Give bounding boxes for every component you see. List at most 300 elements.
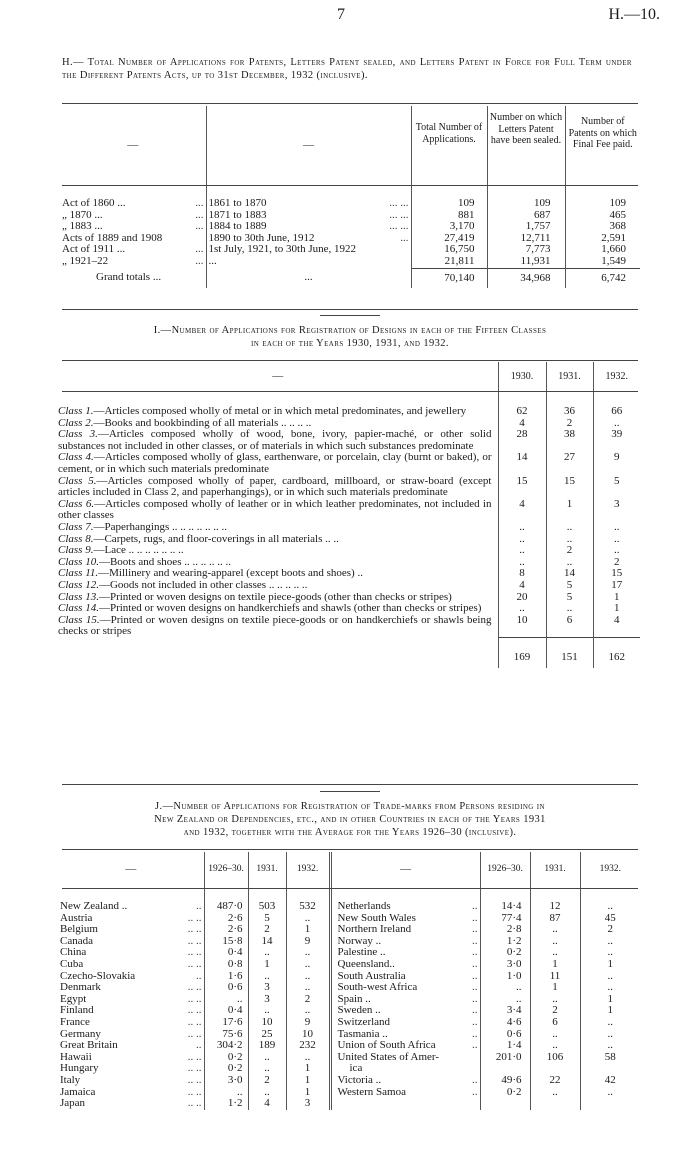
header-1932: 1932.: [593, 362, 640, 392]
grand-totals-row: [60, 268, 640, 288]
avg-1926-30: ..: [480, 982, 530, 994]
value-1931: 2: [248, 1075, 286, 1087]
avg-1926-30: 1·2: [480, 936, 530, 948]
design-class-row: [58, 429, 640, 452]
section-h-bottom-rule: [62, 309, 638, 310]
grand-totals-period: ...: [206, 268, 411, 288]
value-1932: 9: [286, 936, 330, 948]
final-fee-paid: 1,549: [565, 256, 640, 268]
value-1930: 4: [498, 499, 546, 522]
avg-1926-30: [480, 1098, 530, 1110]
value-1931: 6: [546, 615, 593, 638]
header-1932-left: 1932.: [286, 852, 330, 888]
class-description: —Articles composed wholly of glass, earthenware, or porcelain, clay (burnt or baked), or cement, or in which such materials predominate: [58, 451, 492, 475]
avg-1926-30: 0·4: [204, 1005, 248, 1017]
avg-1926-30: 3·4: [480, 1005, 530, 1017]
value-1931: 2: [530, 1005, 580, 1017]
section-i-title-line-1: I.—Number of Applications for Registration of Designs in each of the Fifteen Classes: [153, 325, 547, 336]
country-name: France: [60, 1015, 90, 1028]
patents-table-header: [60, 106, 640, 186]
country-name: United States of Amer-: [337, 1050, 440, 1063]
header-total-applications: Total Number of Applications.: [411, 106, 487, 186]
leader-dots: .. ..: [187, 1050, 202, 1063]
act-cell: [60, 256, 206, 268]
value-1931: ..: [530, 1087, 580, 1099]
avg-1926-30: 75·6: [204, 1029, 248, 1041]
leader-dots: ..: [472, 1039, 478, 1052]
avg-1926-30: ..: [204, 994, 248, 1006]
value-1932: 232: [286, 1040, 330, 1052]
country-name: Germany: [60, 1027, 101, 1040]
value-1931: 36: [546, 406, 593, 418]
letters-sealed: 12,711: [487, 233, 565, 245]
total-1931: 151: [546, 638, 593, 668]
avg-1926-30: 77·4: [480, 913, 530, 925]
total-1932: 162: [593, 638, 640, 668]
value-1932: 1: [580, 994, 640, 1006]
value-1932: 2: [286, 994, 330, 1006]
header-blank-left: —: [125, 863, 137, 876]
class-label: Class 3.: [58, 428, 98, 441]
value-1931: 22: [530, 1075, 580, 1087]
header-letters-sealed: Number on which Letters Patent have been sealed.: [487, 106, 565, 186]
avg-1926-30: 1·0: [480, 971, 530, 983]
value-1932: ..: [593, 418, 640, 430]
avg-1926-30: 1·2: [204, 1098, 248, 1110]
value-1932: 39: [593, 429, 640, 452]
section-i-title-line-2: in each of the Years 1930, 1931, and 1932.: [251, 338, 449, 349]
value-1932: 42: [580, 1075, 640, 1087]
value-1932: 3: [286, 1098, 330, 1110]
header-blank: —: [127, 139, 139, 152]
value-1932: ..: [593, 522, 640, 534]
value-1931: 106: [530, 1052, 580, 1064]
value-1930: 15: [498, 476, 546, 499]
value-1932: 1: [286, 1075, 330, 1087]
class-label: Class 11.: [58, 567, 99, 580]
country-name: Victoria ..: [337, 1073, 382, 1086]
value-1931: 6: [530, 1017, 580, 1029]
patents-row: [60, 256, 640, 268]
value-1932: 66: [593, 406, 640, 418]
class-description: —Printed or woven designs on textile piece-goods (other than checks or stripes): [98, 590, 452, 603]
value-1931: ..: [546, 522, 593, 534]
country-name: Norway ..: [337, 934, 382, 947]
header-1932-right: 1932.: [580, 852, 640, 888]
class-description: —Articles composed wholly of leather or in which leather predominates, not included in other classes: [58, 497, 492, 522]
act-name: Act of 1860 ...: [62, 197, 126, 209]
leader-dots: ..: [472, 911, 478, 924]
class-description-cell: [58, 499, 498, 522]
period: 1871 to 1883: [208, 208, 267, 221]
value-1930: ..: [498, 603, 546, 615]
value-1932: 1: [286, 1063, 330, 1075]
header-1931-left: 1931.: [248, 852, 286, 888]
value-1932: [580, 1098, 640, 1110]
document-reference: H.—10.: [608, 6, 660, 23]
value-1932: ..: [593, 534, 640, 546]
patents-row: [60, 244, 640, 256]
value-1931: ..: [248, 1063, 286, 1075]
class-label: Class 4.: [58, 451, 94, 464]
section-j-header-rule: [62, 888, 638, 889]
section-divider: [320, 791, 380, 792]
leader-dots: ..: [472, 1085, 478, 1098]
value-1930: ..: [498, 545, 546, 557]
value-1932: ..: [580, 936, 640, 948]
class-label: Class 9.: [58, 544, 94, 557]
avg-1926-30: 0·4: [204, 947, 248, 959]
header-1931-right: 1931.: [530, 852, 580, 888]
avg-1926-30: 2·8: [480, 924, 530, 936]
letters-sealed: 7,773: [487, 244, 565, 256]
country-name: Palestine ..: [337, 946, 386, 959]
leader-dots: .. ..: [187, 957, 202, 970]
country-cell-left: [58, 1098, 204, 1110]
header-avg-left: 1926–30.: [204, 852, 248, 888]
class-label: Class 1.: [58, 405, 94, 417]
section-j-title-line-1: J.—Number of Applications for Registration of Trade-marks from Persons residing in: [155, 801, 545, 812]
class-description: —Carpets, rugs, and floor-coverings in all materials .. ..: [93, 532, 339, 545]
avg-1926-30: 4·6: [480, 1017, 530, 1029]
value-1931: 5: [248, 913, 286, 925]
country-name: Great Britain: [60, 1039, 118, 1052]
country-name: Tasmania ..: [337, 1027, 388, 1040]
value-1930: 4: [498, 418, 546, 430]
design-class-row: [58, 452, 640, 475]
section-j-title-line-2: New Zealand or Dependencies, etc., and in other Countries in each of the Years 1931: [154, 814, 546, 825]
value-1931: 2: [248, 924, 286, 936]
country-cell-right: [330, 1098, 480, 1110]
grand-totals-label: Grand totals ...: [96, 271, 162, 284]
value-1930: ..: [498, 534, 546, 546]
value-1931: 1: [530, 959, 580, 971]
avg-1926-30: 1·4: [480, 1040, 530, 1052]
value-1932: ..: [286, 971, 330, 983]
value-1932: 1: [593, 592, 640, 604]
leader-dots: .. ..: [187, 1027, 202, 1040]
value-1932: ..: [286, 982, 330, 994]
section-h-top-rule: [62, 103, 638, 104]
country-cell-right: [330, 1087, 480, 1099]
class-description: —Books and bookbinding of all materials .. .. .. ..: [93, 416, 312, 429]
designs-table: [58, 362, 640, 668]
value-1932: 2: [593, 557, 640, 569]
class-description-cell: [58, 615, 498, 638]
designs-table-header: [58, 362, 640, 392]
avg-1926-30: 0·8: [204, 959, 248, 971]
value-1932: 17: [593, 580, 640, 592]
country-name: Sweden ..: [337, 1004, 381, 1017]
avg-1926-30: 201·0: [480, 1052, 530, 1064]
class-label: Class 15.: [58, 613, 100, 626]
leader-dots: ..: [472, 1004, 478, 1017]
value-1931: ..: [248, 1052, 286, 1064]
country-name: Denmark: [60, 981, 101, 994]
class-description: —Articles composed wholly of wood, bone, ivory, papier-maché, or other solid substances not included in other classes, or of materials in which such substances predominate: [58, 428, 492, 452]
value-1930: ..: [498, 522, 546, 534]
value-1931: 10: [248, 1017, 286, 1029]
trademark-row: [58, 1087, 640, 1099]
value-1930: 10: [498, 615, 546, 638]
value-1931: 87: [530, 913, 580, 925]
class-label: Class 8.: [58, 532, 94, 545]
header-1931: 1931.: [546, 362, 593, 392]
value-1932: ..: [580, 1017, 640, 1029]
leader-dots: ..: [472, 992, 478, 1005]
value-1932: 2: [580, 924, 640, 936]
section-j-title-line-3: and 1932, together with the Average for the Years 1926–30 (inclusive).: [183, 827, 517, 838]
leader-dots: ..: [196, 969, 202, 982]
value-1931: ..: [546, 557, 593, 569]
leader-dots: ...: [195, 254, 204, 267]
country-name: New Zealand ..: [60, 900, 128, 912]
avg-1926-30: 0·2: [480, 947, 530, 959]
class-description: —Boots and shoes .. .. .. .. .. ..: [98, 555, 231, 568]
final-fee-paid: 1,660: [565, 244, 640, 256]
value-1932: 1: [580, 959, 640, 971]
country-name: Union of South Africa: [337, 1039, 436, 1052]
class-description: —Articles composed wholly of paper, cardboard, millboard, or straw-board (except articles included in Class 2, and paperhangings), or in which such materials predominate: [58, 474, 492, 499]
value-1931: 2: [546, 545, 593, 557]
value-1930: 20: [498, 592, 546, 604]
value-1932: ..: [580, 971, 640, 983]
class-description: —Articles composed wholly of metal or in which metal predominates, and jewellery: [93, 405, 467, 417]
value-1932: 3: [593, 499, 640, 522]
leader-dots: .. ..: [187, 1015, 202, 1028]
value-1932: 9: [286, 1017, 330, 1029]
avg-1926-30: 17·6: [204, 1017, 248, 1029]
value-1931: 503: [248, 901, 286, 913]
value-1931: 1: [546, 499, 593, 522]
value-1932: 5: [593, 476, 640, 499]
total-applications: 27,419: [411, 233, 487, 245]
leader-dots: ..: [472, 981, 478, 994]
class-description: —Goods not included in other classes .. .. .. .. ..: [98, 578, 308, 591]
avg-1926-30: 0·6: [204, 982, 248, 994]
patents-table: [60, 106, 640, 288]
value-1932: 10: [286, 1029, 330, 1041]
value-1930: ..: [498, 557, 546, 569]
class-description-cell: [58, 429, 498, 452]
class-description-cell: [58, 476, 498, 499]
value-1932: 9: [593, 452, 640, 475]
value-1931: 5: [546, 592, 593, 604]
value-1931: ..: [530, 947, 580, 959]
value-1931: 27: [546, 452, 593, 475]
header-1930: 1930.: [498, 362, 546, 392]
country-name: Hungary: [60, 1062, 99, 1075]
value-1931: ..: [248, 947, 286, 959]
value-1932: ..: [286, 1005, 330, 1017]
value-1931: 14: [546, 568, 593, 580]
design-class-row: [58, 499, 640, 522]
value-1931: 1: [530, 982, 580, 994]
avg-1926-30: 2·6: [204, 913, 248, 925]
leader-dots: ..: [472, 934, 478, 947]
leader-dots: ... ...: [389, 220, 409, 233]
design-class-row: [58, 476, 640, 499]
avg-1926-30: 2·6: [204, 924, 248, 936]
country-name: Netherlands: [337, 900, 391, 912]
total-applications: 881: [411, 210, 487, 222]
value-1932: ..: [580, 901, 640, 913]
country-name: Spain ..: [337, 992, 371, 1005]
total-1930: 169: [498, 638, 546, 668]
leader-dots: ..: [472, 923, 478, 936]
final-fee-paid: 109: [565, 186, 640, 210]
total-applications: 21,811: [411, 256, 487, 268]
period-cell: [206, 256, 411, 268]
leader-dots: ..: [472, 1015, 478, 1028]
header-avg-right: 1926–30.: [480, 852, 530, 888]
section-i-header-rule: [62, 391, 638, 392]
leader-dots: .. ..: [187, 1097, 202, 1110]
value-1931: ..: [248, 1087, 286, 1099]
leader-dots: .. ..: [187, 934, 202, 947]
value-1931: 15: [546, 476, 593, 499]
value-1932: ..: [286, 1052, 330, 1064]
leader-dots: ..: [472, 1073, 478, 1086]
class-label: Class 12.: [58, 578, 99, 591]
avg-1926-30: 3·0: [204, 1075, 248, 1087]
patents-row: [60, 186, 640, 210]
class-label: Class 10.: [58, 555, 99, 568]
period-cell: [206, 186, 411, 210]
value-1932: 58: [580, 1052, 640, 1064]
leader-dots: .. ..: [187, 992, 202, 1005]
avg-1926-30: 487·0: [204, 901, 248, 913]
value-1931: ..: [530, 936, 580, 948]
period: 1861 to 1870: [208, 197, 267, 209]
class-description: —Printed or woven designs on textile piece-goods or on handkerchiefs or shawls being checks or stripes: [58, 613, 492, 638]
leader-dots: ... ...: [389, 197, 409, 209]
avg-1926-30: 15·8: [204, 936, 248, 948]
class-description: —Printed or woven designs on handkerchiefs and shawls (other than checks or stripes): [98, 602, 482, 615]
leader-dots: .. ..: [187, 1073, 202, 1086]
page-number: 7: [337, 6, 345, 23]
grand-total-sealed: 34,968: [487, 268, 565, 288]
value-1931: 2: [546, 418, 593, 430]
value-1931: 189: [248, 1040, 286, 1052]
avg-1926-30: 1·6: [204, 971, 248, 983]
avg-1926-30: ..: [480, 994, 530, 1006]
header-blank-right: —: [330, 852, 480, 888]
leader-dots: ..: [472, 1027, 478, 1040]
leader-dots: ...: [195, 197, 204, 209]
leader-dots: ...: [195, 208, 204, 221]
class-label: Class 13.: [58, 590, 99, 603]
leader-dots: .. ..: [187, 1062, 202, 1075]
value-1932: 45: [580, 913, 640, 925]
act-cell: [60, 186, 206, 210]
header-blank: —: [272, 370, 284, 383]
value-1932: 1: [580, 1005, 640, 1017]
country-name: Hawaii: [60, 1050, 92, 1063]
value-1931: 12: [530, 901, 580, 913]
period-cell: [206, 244, 411, 256]
value-1932: ..: [286, 959, 330, 971]
class-description-cell: [58, 452, 498, 475]
period: 1890 to 30th June, 1912: [208, 231, 315, 244]
class-label: Class 14.: [58, 602, 99, 615]
value-1931: ..: [530, 1040, 580, 1052]
section-j-title: [58, 800, 642, 839]
period: 1884 to 1889: [208, 220, 267, 233]
total-applications: 3,170: [411, 221, 487, 233]
leader-dots: ...: [195, 220, 204, 233]
act-name: „ 1883 ...: [62, 220, 103, 233]
designs-total-row: [58, 638, 640, 668]
value-1931: ..: [530, 924, 580, 936]
page-header: [0, 4, 700, 28]
leader-dots: ..: [472, 957, 478, 970]
value-1931: 11: [530, 971, 580, 983]
value-1932: 15: [593, 568, 640, 580]
leader-dots: ..: [472, 900, 478, 912]
act-name: Acts of 1889 and 1908: [62, 231, 163, 244]
leader-dots: ..: [196, 900, 202, 912]
section-i-title: [60, 324, 640, 350]
value-1931: ..: [530, 1029, 580, 1041]
country-name: Italy: [60, 1073, 81, 1086]
country-name: Canada: [60, 934, 93, 947]
avg-1926-30: 304·2: [204, 1040, 248, 1052]
period: 1st July, 1921, to 30th June, 1922: [208, 243, 356, 256]
class-description: —Lace .. .. .. .. .. .. ..: [93, 544, 184, 557]
patents-row: [60, 210, 640, 222]
value-1932: 1: [593, 603, 640, 615]
leader-dots: ...: [400, 231, 409, 244]
value-1931: [530, 1098, 580, 1110]
country-name: New South Wales: [337, 911, 416, 924]
section-h-header-rule: [62, 185, 638, 186]
country-name: South Australia: [337, 969, 406, 982]
letters-sealed: 687: [487, 210, 565, 222]
act-name: „ 1870 ...: [62, 208, 103, 221]
section-i-bottom-rule: [62, 784, 638, 785]
value-1930: 28: [498, 429, 546, 452]
value-1932: 4: [593, 615, 640, 638]
value-1931: 3: [248, 994, 286, 1006]
country-name: ica: [349, 1062, 363, 1075]
act-name: Act of 1911 ...: [62, 243, 126, 256]
country-name: Northern Ireland: [337, 923, 412, 936]
value-1932: ..: [580, 947, 640, 959]
country-name: Japan: [60, 1097, 86, 1110]
value-1932: 532: [286, 901, 330, 913]
leader-dots: ...: [195, 243, 204, 256]
header-blank: —: [206, 106, 411, 186]
value-1931: 3: [248, 982, 286, 994]
grand-total-applications: 70,140: [411, 268, 487, 288]
value-1931: 25: [248, 1029, 286, 1041]
class-description: —Millinery and wearing-apparel (except boots and shoes) ..: [98, 567, 363, 580]
leader-dots: .. ..: [187, 1085, 202, 1098]
value-1931: 1: [248, 959, 286, 971]
avg-1926-30: 0·2: [204, 1063, 248, 1075]
value-1931: 14: [248, 936, 286, 948]
country-name: Czecho-Slovakia: [60, 969, 136, 982]
value-1930: 8: [498, 568, 546, 580]
value-1931: ..: [248, 971, 286, 983]
value-1931: ..: [248, 1005, 286, 1017]
final-fee-paid: 2,591: [565, 233, 640, 245]
leader-dots: .. ..: [187, 981, 202, 994]
value-1932: ..: [286, 947, 330, 959]
country-name: China: [60, 946, 87, 959]
leader-dots: ..: [196, 1039, 202, 1052]
